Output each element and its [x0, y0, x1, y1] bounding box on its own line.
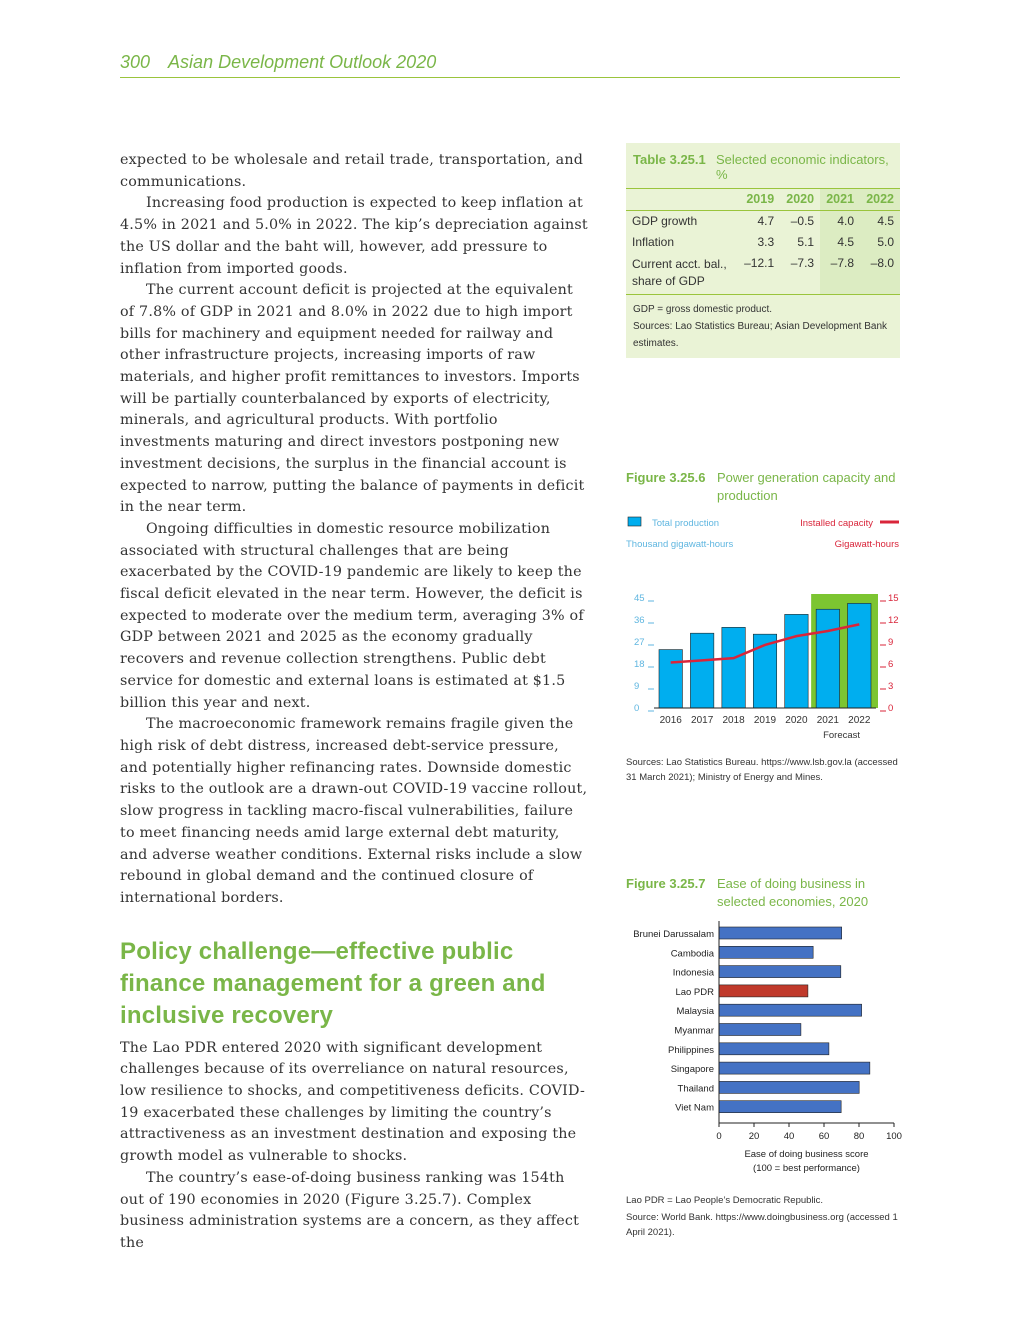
running-header: [120, 52, 900, 78]
paragraph: The macroeconomic framework remains fragile given the high risk of debt distress, increased debt-service pressure, and potentially higher refinancing rates. Downside domestic risks to the outlook are a drawn-out COVID-19 vaccine rollout, slow progress in tackling macro-fiscal vulnerabilities, failure to meet financing needs amid large external debt maturity, and adverse weather conditions. External risks include a slow rebound in global demand and the continued closure of international borders.: [120, 716, 588, 906]
x-tick-label: 2018: [722, 715, 745, 726]
bar-lao-pdr: [719, 985, 808, 997]
figure-number: Figure 3.25.6: [626, 470, 706, 485]
cell: 3.3: [757, 235, 775, 249]
paragraph: The current account deficit is projected at the equivalent of 7.8% of GDP in 2021 and 8.0% in 2022 due to high import bills for machinery and equipment needed for railway and other infrastructure projects, increasing imports of raw materials, and higher profit remittances to investors. Imports will be partially counterbalanced by exports of electricity, minerals, and agricultural products. With portfolio investments maturing and direct investors postponing new investment decisions, the surplus in the financial account is expected to narrow, putting the balance of payments in deficit in the near term.: [120, 282, 585, 516]
main-text-column: [120, 150, 590, 1255]
bar-myanmar: [719, 1024, 801, 1036]
bar-total-production-2021: [816, 609, 839, 708]
figure-title: Ease of doing business in selected economies, 2020: [717, 876, 869, 909]
cell: 5.1: [797, 235, 815, 249]
table-row: [626, 232, 900, 253]
forecast-label: Forecast: [823, 730, 861, 741]
bar-total-production-2022: [848, 603, 871, 708]
bar-indonesia: [719, 966, 841, 978]
x-tick-label: 2022: [848, 715, 871, 726]
x-tick-label: 20: [748, 1131, 760, 1142]
table-title: Selected economic indicators, %: [716, 152, 889, 182]
x-tick-label: 100: [886, 1131, 902, 1142]
category-label: Singapore: [670, 1064, 714, 1076]
power-chart: [626, 515, 900, 755]
table-row: [626, 211, 900, 233]
x-tick-label: 2020: [785, 715, 808, 726]
bar-total-production-2020: [785, 614, 808, 708]
figure-note: Lao PDR = Lao People’s Democratic Republic.: [626, 1195, 824, 1206]
figure-sources: Source: World Bank. https://www.doingbusiness.org (accessed 1 April 2021).: [626, 1212, 898, 1238]
right-axis-label: Gigawatt-hours: [834, 539, 899, 550]
cell: –12.1: [744, 256, 775, 270]
right-tick-label: 9: [888, 637, 894, 648]
year-header: 2022: [860, 189, 900, 211]
ease-chart: [626, 921, 900, 1183]
bar-total-production-2016: [659, 650, 682, 708]
figure-number: Figure 3.25.7: [626, 876, 706, 891]
legend-label: Installed capacity: [800, 518, 873, 529]
left-tick-label: 27: [634, 637, 645, 648]
year-header: 2021: [820, 189, 860, 211]
cell: 4.7: [757, 214, 775, 228]
table-number: Table 3.25.1: [633, 152, 706, 167]
left-tick-label: 45: [634, 593, 645, 604]
cell: –7.8: [820, 253, 860, 294]
left-axis-label: Thousand gigawatt-hours: [626, 539, 734, 550]
category-label: Indonesia: [672, 967, 714, 979]
left-tick-label: 18: [634, 659, 645, 670]
x-tick-label: 40: [783, 1131, 795, 1142]
category-label: Myanmar: [674, 1025, 714, 1037]
paragraph: expected to be wholesale and retail trade, transportation, and communications.: [120, 152, 584, 190]
paragraph: Ongoing difficulties in domestic resource mobilization associated with structural challenges that are being exacerbated by the COVID-19 pandemic are likely to keep the fiscal deficit elevated in the near term. However, the deficit is expected to moderate over the medium term, averaging 3% of GDP between 2021 and 2025 as the economy gradually recovers and revenue collection strengthens. Public debt service for domestic and external loans is estimated at $1.5 billion this year and next.: [120, 520, 584, 711]
bar-philippines: [719, 1043, 829, 1055]
category-label: Cambodia: [670, 948, 714, 960]
bar-thailand: [719, 1081, 859, 1093]
table-row: [626, 253, 900, 294]
year-header: 2020: [780, 189, 820, 211]
category-label: Thailand: [677, 1083, 714, 1095]
x-tick-label: 80: [853, 1131, 865, 1142]
paragraph: Increasing food production is expected to keep inflation at 4.5% in 2021 and 5.0% in 2022. The kip’s depreciation against the US dollar and the baht will, however, add pressure to inflation from imported goods.: [120, 195, 588, 277]
category-label: Brunei Darussalam: [633, 929, 714, 940]
cell: –0.5: [790, 214, 815, 228]
bar-viet-nam: [719, 1101, 841, 1113]
table-sources: Sources: Lao Statistics Bureau; Asian Development Bank estimates.: [633, 321, 888, 349]
category-label: Viet Nam: [675, 1102, 714, 1114]
bar-malaysia: [719, 1004, 862, 1016]
paragraph: The country’s ease-of-doing business ranking was 154th out of 190 economies in 2020 (Figure 3.25.7). Complex business administration systems are a concern, as they affect the: [120, 1169, 580, 1251]
table-note: GDP = gross domestic product.: [633, 304, 773, 315]
figure-ease-of-doing-business: [626, 875, 900, 1240]
x-tick-label: 2019: [753, 715, 777, 726]
figure-title: Power generation capacity and production: [717, 470, 896, 503]
cell: 5.0: [860, 232, 900, 253]
cell: –8.0: [860, 253, 900, 294]
right-tick-label: 3: [888, 681, 894, 692]
right-tick-label: 12: [888, 615, 899, 626]
figure-power-generation: [626, 469, 900, 785]
page-number: 300: [120, 52, 151, 72]
x-axis-label-2: (100 = best performance): [753, 1163, 860, 1174]
bar-total-production-2018: [722, 627, 745, 708]
right-tick-label: 6: [888, 659, 894, 670]
year-header: 2019: [738, 189, 780, 211]
bar-singapore: [719, 1062, 870, 1074]
x-axis-label: Ease of doing business score: [744, 1149, 869, 1160]
x-tick-label: 2016: [659, 715, 682, 726]
left-tick-label: 9: [634, 681, 640, 692]
paragraph: The Lao PDR entered 2020 with significant development challenges because of its overreliance on natural resources, low resilience to shocks, and competitiveness deficits. COVID-19 exacerbated these challenges by limiting the country’s attractiveness as an investment destination and exposing the growth model as vulnerable to shocks.: [120, 1039, 585, 1165]
section-heading: Policy challenge—effective public finance management for a green and inclusive recovery: [120, 937, 546, 1029]
left-tick-label: 0: [634, 703, 640, 714]
left-tick-label: 36: [634, 615, 645, 626]
category-label: Malaysia: [676, 1006, 714, 1018]
bar-total-production-2017: [690, 633, 713, 708]
right-tick-label: 0: [888, 703, 894, 714]
row-label: Inflation: [632, 235, 675, 249]
row-label: GDP growth: [632, 214, 698, 228]
x-tick-label: 2021: [816, 715, 839, 726]
cell: 4.5: [820, 232, 860, 253]
publication-title: Asian Development Outlook 2020: [168, 52, 437, 72]
economic-indicators-table: [626, 143, 900, 358]
cell: 4.0: [820, 211, 860, 233]
legend-label: Total production: [652, 518, 720, 529]
cell: –7.3: [790, 256, 815, 270]
category-label: Philippines: [668, 1044, 714, 1056]
legend-swatch-total-production: [628, 517, 641, 526]
bar-brunei-darussalam: [719, 927, 842, 939]
bar-cambodia: [719, 946, 813, 958]
figure-sources: Sources: Lao Statistics Bureau. https://www.lsb.gov.la (accessed 31 March 2021); Ministry of Energy and Mines.: [626, 757, 898, 783]
x-tick-label: 2017: [691, 715, 714, 726]
cell: 4.5: [860, 211, 900, 233]
x-tick-label: 0: [716, 1131, 722, 1142]
row-label: Current acct. bal., share of GDP: [632, 257, 727, 288]
x-tick-label: 60: [818, 1131, 830, 1142]
category-label: Lao PDR: [675, 986, 714, 998]
right-tick-label: 15: [888, 593, 899, 604]
